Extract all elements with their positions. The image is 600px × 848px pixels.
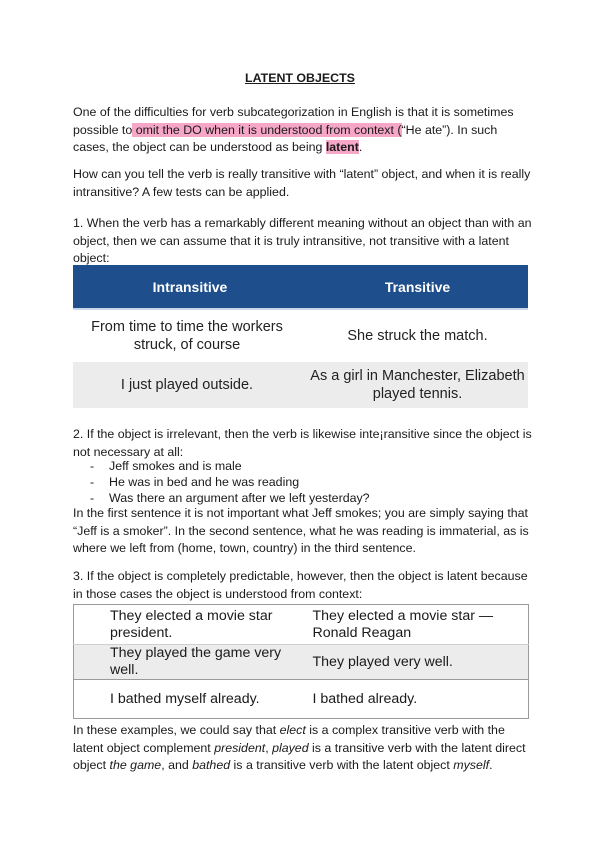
intransitive-transitive-table (73, 265, 528, 408)
list-item-text: He was in bed and he was reading (109, 475, 300, 489)
latent-term: latent (325, 140, 359, 154)
term-elect: elect (279, 723, 306, 737)
conclusion-text: is a transitive verb with the latent object (230, 758, 454, 772)
conclusion-text: is a complex transitive verb with the latent object complement (73, 723, 505, 755)
conclusion-paragraph (73, 722, 533, 775)
intro-highlight: omit the DO when it is understood from context ( (132, 122, 402, 137)
table-row (74, 680, 529, 719)
list-bullet: - (90, 475, 95, 489)
list-item-text: Was there an argument after we left yesterday? (109, 491, 370, 505)
list-item-text: Jeff smokes and is male (109, 459, 242, 473)
conclusion-text: , (265, 740, 273, 755)
table-cell: They elected a movie star — Ronald Reagan (301, 605, 529, 645)
table-row (73, 309, 528, 362)
table-cell: I bathed already. (301, 680, 529, 719)
list-bullet: - (90, 491, 95, 505)
table-cell: She struck the match. (307, 309, 528, 362)
question-paragraph: How can you tell the verb is really transitive with “latent” object, and when it is really intransitive? A few tests can be applied. (73, 167, 531, 199)
intro-text-a: One of the difficulties for verb subcategorization in English is that it is sometimes possible to (73, 105, 514, 137)
table-row (74, 605, 529, 645)
intro-paragraph (73, 104, 533, 157)
table-cell: They played the game very well. (74, 645, 301, 680)
term-played: played (272, 740, 309, 755)
term-president: president (214, 740, 266, 755)
list-item (90, 458, 490, 474)
table-cell: I bathed myself already. (74, 680, 301, 719)
latent-object-table (73, 604, 529, 719)
conclusion-text: . (489, 758, 493, 772)
table-cell: They played very well. (301, 645, 529, 680)
header-transitive: Transitive (307, 265, 528, 309)
table-cell: From time to time the workers struck, of course (73, 309, 307, 362)
term-myself: myself (453, 758, 490, 772)
table-cell: As a girl in Manchester, Elizabeth played tennis. (307, 362, 528, 408)
table-cell: I just played outside. (73, 362, 307, 408)
conclusion-text: In these examples, we could say that (73, 723, 280, 737)
list-item (90, 490, 490, 506)
list-item (90, 474, 490, 490)
test-3-paragraph: 3. If the object is completely predictable, however, then the object is latent because in those cases the object is understood from context: (73, 569, 528, 601)
intro-text-c: . (358, 140, 363, 154)
table-row (73, 362, 528, 408)
explanation-paragraph: In the first sentence it is not important what Jeff smokes; you are simply saying that “Jeff is a smoker”. In the second sentence, what he was reading is immaterial, as is where we left from (home, town, country) in the third sentence. (73, 506, 529, 555)
table-row (74, 645, 529, 680)
term-bathed: bathed (192, 758, 231, 772)
conclusion-text: is a transitive verb with the latent direct object (73, 740, 526, 772)
intro-text-b: “He ate”). In such cases, the object can be understood as being (73, 122, 498, 154)
header-intransitive: Intransitive (73, 265, 307, 309)
test-1-paragraph: 1. When the verb has a remarkably different meaning without an object than with an object, then we can assume that it is truly intransitive, not transitive with a latent object: (73, 216, 532, 265)
test-2-paragraph: 2. If the object is irrelevant, then the verb is likewise inte¡ransitive since the object is not necessary at all: (73, 427, 532, 459)
table-cell: They elected a movie star president. (74, 605, 301, 645)
page-title: LATENT OBJECTS (245, 71, 355, 85)
example-list (90, 458, 490, 506)
conclusion-text: , and (161, 758, 193, 772)
term-the-game: the game (109, 758, 162, 772)
list-bullet: - (90, 459, 95, 473)
